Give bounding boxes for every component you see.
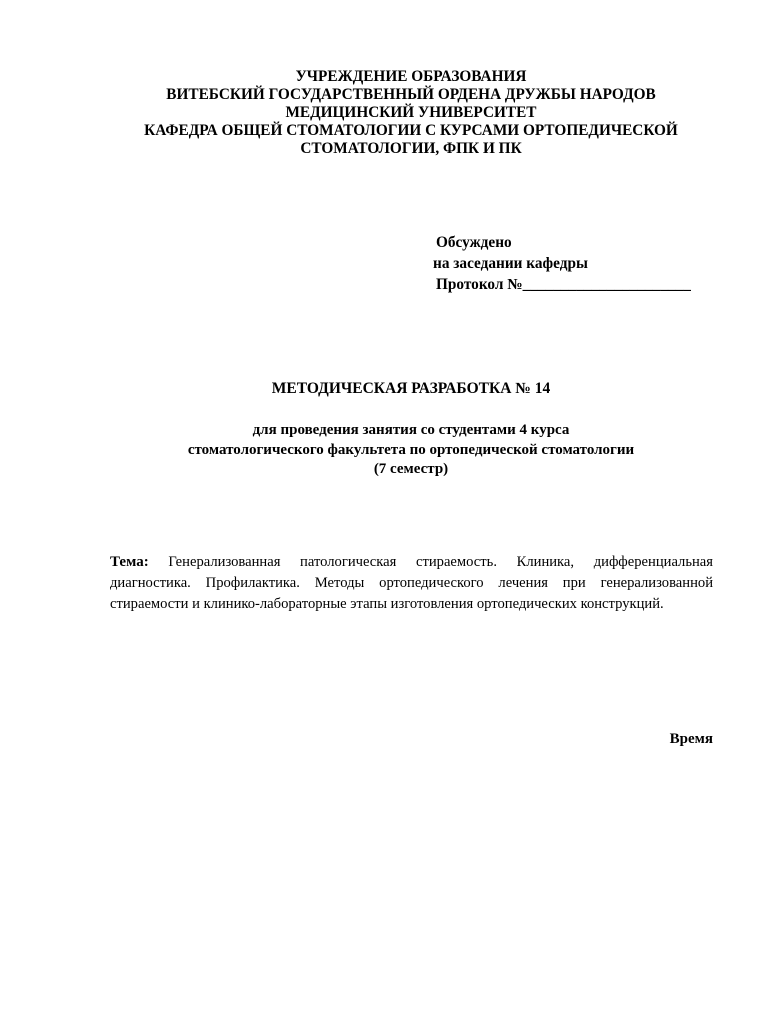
time-label: Время [669,731,713,747]
purpose-line-students: для проведения занятия со студентами 4 курса [252,422,570,438]
document-title: МЕТОДИЧЕСКАЯ РАЗРАБОТКА № 14 [271,380,551,397]
purpose-line-faculty: стоматологического факультета по ортопедической стоматологии [187,441,635,458]
topic-text: Генерализованная патологическая стираемость. Клиника, дифференциальная диагностика. Профилактика. Методы ортопедического лечения при генерализованной стираемости и клинико-лабораторные этапы изготовления ортопедических конструкций. [110,554,713,612]
topic-label: Тема: [110,554,149,570]
header-line-department: КАФЕДРА ОБЩЕЙ СТОМАТОЛОГИИ С КУРСАМИ ОРТОПЕДИЧЕСКОЙ [144,122,678,139]
institution-header [0,68,768,158]
topic-paragraph [110,552,713,615]
header-line-institution-type: УЧРЕЖДЕНИЕ ОБРАЗОВАНИЯ [295,68,527,85]
header-line-department-cont: СТОМАТОЛОГИИ, ФПК И ПК [300,140,522,157]
approval-meeting: на заседании кафедры [433,255,588,272]
approval-block [433,232,691,295]
purpose-block [0,421,768,480]
header-line-university-name: ВИТЕБСКИЙ ГОСУДАРСТВЕННЫЙ ОРДЕНА ДРУЖБЫ НАРОДОВ [166,86,656,103]
approval-protocol: Протокол №______________________ [436,276,691,293]
purpose-line-semester: (7 семестр) [373,461,449,477]
header-line-university-type: МЕДИЦИНСКИЙ УНИВЕРСИТЕТ [285,104,537,121]
approval-discussed: Обсуждено [436,234,512,251]
